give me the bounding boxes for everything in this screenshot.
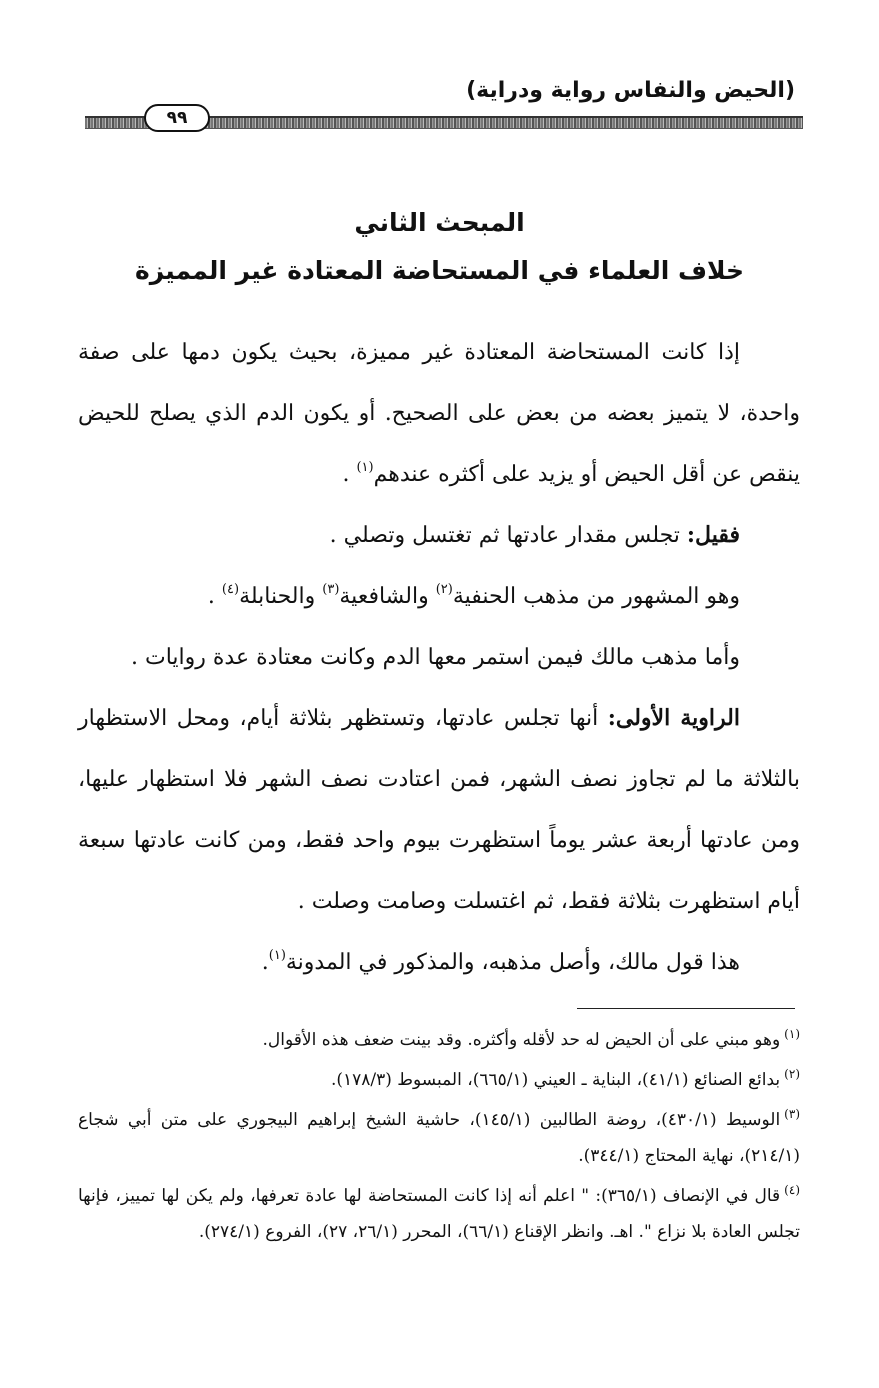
paragraph-3-text-b: والشافعية bbox=[339, 584, 436, 609]
footnote-ref-5: (١) bbox=[268, 948, 286, 963]
paragraph-6 bbox=[78, 932, 800, 993]
footnote-ref-2: (٢) bbox=[435, 582, 453, 597]
paragraph-5 bbox=[78, 688, 800, 932]
main-text bbox=[78, 322, 800, 993]
footnote-3 bbox=[78, 1102, 800, 1174]
footnote-2-mark: (٢) bbox=[784, 1067, 800, 1081]
paragraph-3-text-a: وهو المشهور من مذهب الحنفية bbox=[452, 584, 740, 609]
paragraph-1 bbox=[78, 322, 800, 505]
page-number: ٩٩ bbox=[144, 104, 210, 132]
running-title: (الحيض والنفاس رواية ودراية) bbox=[466, 78, 795, 103]
paragraph-1-end: . bbox=[342, 462, 357, 487]
paragraph-6-text: هذا قول مالك، وأصل مذهبه، والمذكور في المدونة bbox=[285, 950, 740, 975]
paragraph-5-lead: الراوية الأولى: bbox=[607, 705, 740, 731]
paragraph-2-text: تجلس مقدار عادتها ثم تغتسل وتصلي . bbox=[329, 523, 687, 548]
paragraph-1-text: إذا كانت المستحاضة المعتادة غير مميزة، بحيث يكون دمها على صفة واحدة، لا يتميز بعضه من بعض على الصحيح. أو يكون الدم الذي يصلح للحيض ينقص عن أقل الحيض أو يزيد على أكثره عندهم bbox=[78, 340, 800, 487]
paragraph-2-lead: فقيل: bbox=[686, 522, 740, 548]
footnote-ref-1: (١) bbox=[356, 460, 374, 475]
paragraph-5-text: أنها تجلس عادتها، وتستظهر بثلاثة أيام، ومحل الاستظهار بالثلاثة ما لم تجاوز نصف الشهر، فمن اعتادت نصف الشهر فلا استظهار عليها، ومن عادتها أربعة عشر يوماً استظهرت بيوم واحد فقط، ومن كانت عادتها سبعة أيام استظهرت بثلاثة فقط، ثم اغتسلت وصامت وصلت . bbox=[78, 706, 800, 914]
paragraph-4: وأما مذهب مالك فيمن استمر معها الدم وكانت معتادة عدة روايات . bbox=[131, 645, 740, 670]
paragraph-3 bbox=[78, 566, 800, 627]
footnote-1 bbox=[78, 1022, 800, 1058]
footnote-ref-4: (٤) bbox=[221, 582, 240, 597]
footnote-4 bbox=[78, 1178, 800, 1250]
paragraph-2 bbox=[78, 505, 800, 566]
paragraph-6-end: . bbox=[261, 950, 269, 975]
footnote-2 bbox=[78, 1062, 800, 1098]
footnote-3-text: الوسيط (٤٣٠/١)، روضة الطالبين (١٤٥/١)، حاشية الشيخ إبراهيم البيجوري على متن أبي شجاع (٢١٤/١)، نهاية المحتاج (٣٤٤/١). bbox=[78, 1110, 800, 1166]
paragraph-3-end: . bbox=[207, 584, 222, 609]
footnote-4-mark: (٤) bbox=[784, 1183, 800, 1197]
footnote-2-text: بدائع الصنائع (٤١/١)، البناية ـ العيني (٦٦٥/١)، المبسوط (١٧٨/٣). bbox=[330, 1070, 781, 1090]
paragraph-3-text-c: والحنابلة bbox=[239, 584, 323, 609]
footnote-4-text: قال في الإنصاف (٣٦٥/١): " اعلم أنه إذا كانت المستحاضة لها عادة تعرفها، ولم يكن لها تمييز، فإنها تجلس العادة بلا نزاع ". اهـ. وانظر الإقناع (٦٦/١)، المحرر (٢٦/١، ٢٧)، الفروع (٢٧٤/١). bbox=[78, 1186, 800, 1242]
footnotes bbox=[78, 1022, 800, 1254]
footnote-separator bbox=[577, 1008, 795, 1009]
footnote-1-text: وهو مبني على أن الحيض له حد لأقله وأكثره. وقد بينت ضعف هذه الأقوال. bbox=[262, 1030, 781, 1050]
section-title: المبحث الثاني bbox=[354, 208, 525, 237]
section-subtitle: خلاف العلماء في المستحاضة المعتادة غير المميزة bbox=[134, 256, 745, 285]
footnote-3-mark: (٣) bbox=[784, 1107, 800, 1121]
footnote-ref-3: (٣) bbox=[322, 582, 340, 597]
footnote-1-mark: (١) bbox=[784, 1027, 800, 1041]
